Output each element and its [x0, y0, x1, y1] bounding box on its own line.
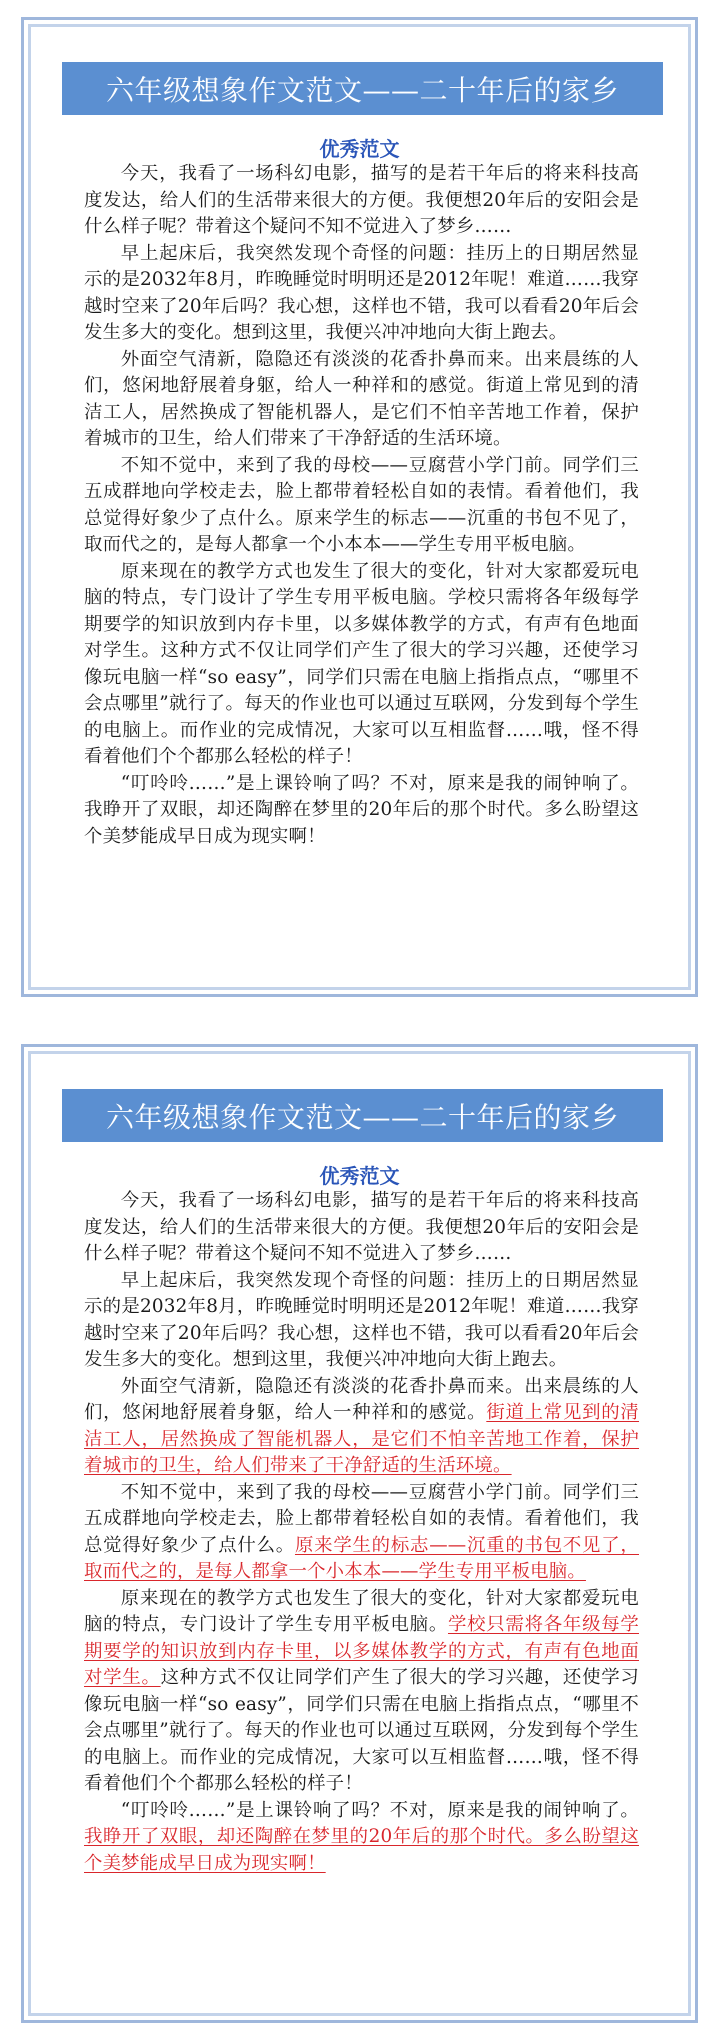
essay-paragraph	[84, 1188, 639, 1268]
sentence: 原来现在的教学方式也发生了很大的变化，针对大家都爱玩电脑的特点，专门设计了学生专用平板电脑。	[84, 1587, 639, 1635]
essay-paragraph	[84, 1268, 639, 1374]
essay-paragraph	[84, 771, 639, 851]
subtitle: 优秀范文	[319, 1164, 400, 1188]
sentence: 今天，我看了一场科幻电影，描写的是若干年后的将来科技高度发达，给人们的生活带来很大的方便。我便想20年后的安阳会是什么样子呢？带着这个疑问不知不觉进入了梦乡……	[84, 163, 639, 237]
subtitle: 优秀范文	[319, 137, 400, 161]
sentence: 早上起床后，我突然发现个奇怪的问题：挂历上的日期居然显示的是2032年8月，昨晚睡觉时明明还是2012年呢！难道……我穿越时空来了20年后吗？我心想，这样也不错，我可以看看20年后会发生多大的变化。想到这里，我便兴冲冲地向大街上跑去。	[84, 1269, 639, 1370]
highlighted-sentence: 街道上常见到的清洁工人，居然换成了智能机器人，是它们不怕辛苦地工作着，保护着城市的卫生，给人们带来了干净舒适的生活环境。	[84, 1402, 640, 1476]
sentence: “叮呤呤……”是上课铃响了吗？不对，原来是我的闹钟响了。我睁开了双眼，却还陶醉在梦里的20年后的那个时代。多么盼望这个美梦能成早日成为现实啊！	[84, 772, 639, 847]
sentence: 这种方式不仅让同学们产生了很大的学习兴趣，还使学习像玩电脑一样“so easy”，同学们只需在电脑上指指点点，“哪里不会点哪里”就行了。每天的作业也可以通过互联网，分发到每个学生的电脑上。而作业的完成情况，大家可以互相监督……哦，怪不得看着他们个个都那么轻松的样子！	[84, 1667, 639, 1794]
essay-paragraph	[84, 161, 639, 241]
sentence: 不知不觉中，来到了我的母校——豆腐营小学门前。同学们三五成群地向学校走去，脸上都带着轻松自如的表情。看着他们，我总觉得好象少了点什么。原来学生的标志——沉重的书包不见了，取而代之的，是每人都拿一个小本本——学生专用平板电脑。	[84, 454, 639, 555]
highlighted-sentence: 学校只需将各年级每学期要学的知识放到内存卡里，以多媒体教学的方式，有声有色地面对学生。	[84, 1614, 639, 1688]
sentence: 原来现在的教学方式也发生了很大的变化，针对大家都爱玩电脑的特点，专门设计了学生专用平板电脑。学校只需将各年级每学期要学的知识放到内存卡里，以多媒体教学的方式，有声有色地面对学生。这种方式不仅让同学们产生了很大的学习兴趣，还使学习像玩电脑一样“so easy”，同学们只需在电脑上指指点点，“哪里不会点哪里”就行了。每天的作业也可以通过互联网，分发到每个学生的电脑上。而作业的完成情况，大家可以互相监督……哦，怪不得看着他们个个都那么轻松的样子！	[84, 560, 639, 767]
sentence: 外面空气清新，隐隐还有淡淡的花香扑鼻而来。出来晨练的人们，悠闲地舒展着身躯，给人一种祥和的感觉。街道上常见到的清洁工人，居然换成了智能机器人，是它们不怕辛苦地工作着，保护着城市的卫生，给人们带来了干净舒适的生活环境。	[84, 348, 639, 449]
essay-body	[84, 161, 639, 850]
essay-paragraph	[84, 1480, 639, 1586]
sentence: 今天，我看了一场科幻电影，描写的是若干年后的将来科技高度发达，给人们的生活带来很大的方便。我便想20年后的安阳会是什么样子呢？带着这个疑问不知不觉进入了梦乡……	[84, 1190, 639, 1264]
essay-paragraph	[84, 1798, 639, 1878]
title-banner	[62, 1089, 663, 1142]
essay-body	[84, 1188, 639, 1877]
sentence: 不知不觉中，来到了我的母校——豆腐营小学门前。同学们三五成群地向学校走去，脸上都带着轻松自如的表情。看着他们，我总觉得好象少了点什么。	[84, 1481, 639, 1556]
sentence: “叮呤呤……”是上课铃响了吗？不对，原来是我的闹钟响了。	[120, 1799, 639, 1821]
highlighted-sentence: 我睁开了双眼，却还陶醉在梦里的20年后的那个时代。多么盼望这个美梦能成早日成为现实啊！	[84, 1826, 639, 1874]
essay-paragraph	[84, 347, 639, 453]
essay-paragraph	[84, 453, 639, 559]
sentence: 早上起床后，我突然发现个奇怪的问题：挂历上的日期居然显示的是2032年8月，昨晚睡觉时明明还是2012年呢！难道……我穿越时空来了20年后吗？我心想，这样也不错，我可以看看20年后会发生多大的变化。想到这里，我便兴冲冲地向大街上跑去。	[84, 242, 639, 343]
essay-title: 六年级想象作文范文——二十年后的家乡	[105, 1100, 619, 1134]
essay-paragraph	[84, 559, 639, 771]
title-banner	[62, 62, 663, 115]
essay-paragraph	[84, 1586, 639, 1798]
essay-paragraph	[84, 241, 639, 347]
highlighted-sentence: 原来学生的标志——沉重的书包不见了，取而代之的，是每人都拿一个小本本——学生专用平板电脑。	[84, 1534, 639, 1582]
essay-card-original	[21, 17, 698, 997]
sentence: 外面空气清新，隐隐还有淡淡的花香扑鼻而来。出来晨练的人们，悠闲地舒展着身躯，给人一种祥和的感觉。	[84, 1375, 639, 1423]
essay-title: 六年级想象作文范文——二十年后的家乡	[105, 73, 619, 107]
essay-paragraph	[84, 1374, 639, 1480]
essay-card-annotated	[21, 1044, 698, 2023]
